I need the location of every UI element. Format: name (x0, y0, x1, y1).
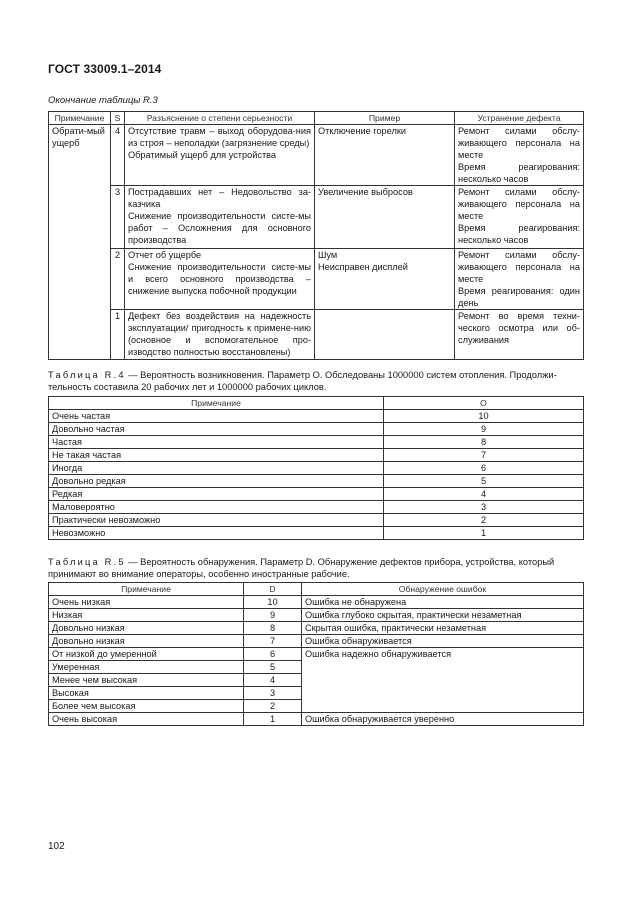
table-row (49, 527, 584, 540)
table-row (49, 635, 584, 648)
fix-line: Ремонт силами обслу-живающего персонала на месте (458, 126, 580, 160)
detection-value: 7 (244, 635, 302, 648)
note-cell: Более чем высокая (49, 700, 244, 713)
note-cell: Не такая частая (49, 449, 384, 462)
col-header-fix: Устранение дефекта (455, 112, 584, 125)
table-row (49, 648, 584, 661)
fix-line: Ремонт силами обслу-живающего персонала на месте (458, 187, 580, 221)
occurrence-value: 2 (384, 514, 584, 527)
note-cell: Иногда (49, 462, 384, 475)
occurrence-value: 10 (384, 410, 584, 423)
explanation-cell (125, 125, 315, 186)
table-r4-header-row (49, 397, 584, 410)
col-header-d: D (244, 583, 302, 596)
explanation-cell (125, 186, 315, 249)
occurrence-value: 8 (384, 436, 584, 449)
table-row (49, 514, 584, 527)
note-cell: От низкой до умеренной (49, 648, 244, 661)
example-cell: Отключение горелки (315, 125, 455, 186)
table-r4-caption-text: — Вероятность возникновения. Параметр O. Обследованы 1000000 систем отопления. Продолжи-тельность составила 20 рабочих лет и 1000000 рабочих циклов. (48, 370, 557, 392)
table-r3-header-row (49, 112, 584, 125)
table-r5-caption-prefix: Таблица R.5 (48, 557, 126, 567)
note-cell: Довольно низкая (49, 622, 244, 635)
fix-line: Ремонт во время техни-ческого осмотра или об-служивания (458, 311, 580, 345)
detection-cell: Скрытая ошибка, практически незаметная (302, 622, 584, 635)
explanation-line: Отчет об ущербе (128, 250, 202, 260)
explanation-cell (125, 310, 315, 360)
table-r4-caption-prefix: Таблица R.4 (48, 370, 126, 380)
detection-value: 1 (244, 713, 302, 726)
note-cell: Низкая (49, 609, 244, 622)
detection-value: 6 (244, 648, 302, 661)
explanation-line: Отсутствие травм – выход оборудова-ния из строя – неполадки (загрязнение среды) (128, 126, 311, 148)
explanation-cell (125, 249, 315, 310)
example-line: Шум (318, 250, 338, 260)
detection-value: 2 (244, 700, 302, 713)
table-row (49, 125, 584, 186)
occurrence-value: 1 (384, 527, 584, 540)
table-row (49, 436, 584, 449)
severity-value: 1 (111, 310, 125, 360)
example-cell: Увеличение выбросов (315, 186, 455, 249)
table-r3-caption: Окончание таблицы R.3 (48, 95, 158, 106)
note-cell: Маловероятно (49, 501, 384, 514)
explanation-line: Снижение производительности систе-мы и всего основного производства – снижение выпуска побочной продукции (128, 262, 311, 296)
table-r5 (48, 582, 584, 726)
occurrence-value: 7 (384, 449, 584, 462)
example-cell (315, 249, 455, 310)
fix-line: Время реагирования: один день (458, 286, 580, 308)
table-row (49, 423, 584, 436)
col-header-o: O (384, 397, 584, 410)
document-header: ГОСТ 33009.1–2014 (48, 62, 162, 76)
note-cell: Высокая (49, 687, 244, 700)
explanation-line: Обратимый ущерб для устройства (128, 150, 277, 160)
detection-value: 3 (244, 687, 302, 700)
note-cell: Довольно частая (49, 423, 384, 436)
table-row (49, 249, 584, 310)
example-line: Неисправен дисплей (318, 262, 408, 272)
col-header-note: Примечание (49, 583, 244, 596)
note-cell: Очень высокая (49, 713, 244, 726)
note-cell: Очень низкая (49, 596, 244, 609)
explanation-line: Дефект без воздействия на надежность эксплуатации/ пригодность к примене-нию (основное и вспомогательное про-изводство полностью восстановлены) (128, 311, 311, 357)
table-r3 (48, 111, 584, 360)
detection-value: 5 (244, 661, 302, 674)
table-r4 (48, 396, 584, 540)
detection-cell: Ошибка надежно обнаруживается (302, 648, 584, 713)
table-row (49, 410, 584, 423)
note-cell: Очень частая (49, 410, 384, 423)
table-row (49, 462, 584, 475)
severity-value: 3 (111, 186, 125, 249)
explanation-line: Снижение производительности систе-мы работ – Осложнения для основного производства (128, 211, 311, 245)
fix-cell (455, 249, 584, 310)
table-row (49, 622, 584, 635)
table-row (49, 501, 584, 514)
explanation-line: Пострадавших нет – Недовольство за-казчика (128, 187, 311, 209)
detection-value: 4 (244, 674, 302, 687)
table-row (49, 475, 584, 488)
occurrence-value: 5 (384, 475, 584, 488)
table-r4-caption (48, 370, 583, 393)
severity-value: 4 (111, 125, 125, 186)
table-row (49, 310, 584, 360)
fix-cell (455, 310, 584, 360)
table-r5-caption (48, 557, 583, 580)
fix-line: Ремонт силами обслу-живающего персонала на месте (458, 250, 580, 284)
fix-line: Время реагирования: несколько часов (458, 162, 580, 184)
occurrence-value: 4 (384, 488, 584, 501)
group-label-cell: Обрати-мый ущерб (49, 125, 111, 360)
detection-value: 8 (244, 622, 302, 635)
table-row (49, 488, 584, 501)
occurrence-value: 3 (384, 501, 584, 514)
detection-cell: Ошибка не обнаружена (302, 596, 584, 609)
table-row (49, 449, 584, 462)
col-header-note: Примечание (49, 397, 384, 410)
note-cell: Умеренная (49, 661, 244, 674)
note-cell: Частая (49, 436, 384, 449)
note-cell: Довольно редкая (49, 475, 384, 488)
col-header-s: S (111, 112, 125, 125)
detection-cell: Ошибка обнаруживается уверенно (302, 713, 584, 726)
occurrence-value: 9 (384, 423, 584, 436)
table-r5-caption-text: — Вероятность обнаружения. Параметр D. Обнаружение дефектов прибора, устройства, который принимают во внимание операторы, особенно иностранные рабочие. (48, 557, 555, 579)
col-header-note: Примечание (49, 112, 111, 125)
note-cell: Менее чем высокая (49, 674, 244, 687)
fix-line: Время реагирования: несколько часов (458, 223, 580, 245)
table-row (49, 609, 584, 622)
detection-cell: Ошибка глубоко скрытая, практически незаметная (302, 609, 584, 622)
fix-cell (455, 186, 584, 249)
note-cell: Практически невозможно (49, 514, 384, 527)
severity-value: 2 (111, 249, 125, 310)
col-header-example: Пример (315, 112, 455, 125)
table-row (49, 713, 584, 726)
fix-cell (455, 125, 584, 186)
occurrence-value: 6 (384, 462, 584, 475)
table-row (49, 596, 584, 609)
note-cell: Невозможно (49, 527, 384, 540)
detection-value: 9 (244, 609, 302, 622)
col-header-explanation: Разъяснение о степени серьезности (125, 112, 315, 125)
page-number: 102 (48, 841, 65, 852)
table-row (49, 186, 584, 249)
example-cell (315, 310, 455, 360)
note-cell: Довольно низкая (49, 635, 244, 648)
table-r5-header-row (49, 583, 584, 596)
detection-cell: Ошибка обнаруживается (302, 635, 584, 648)
note-cell: Редкая (49, 488, 384, 501)
detection-value: 10 (244, 596, 302, 609)
col-header-detection: Обнаружение ошибок (302, 583, 584, 596)
